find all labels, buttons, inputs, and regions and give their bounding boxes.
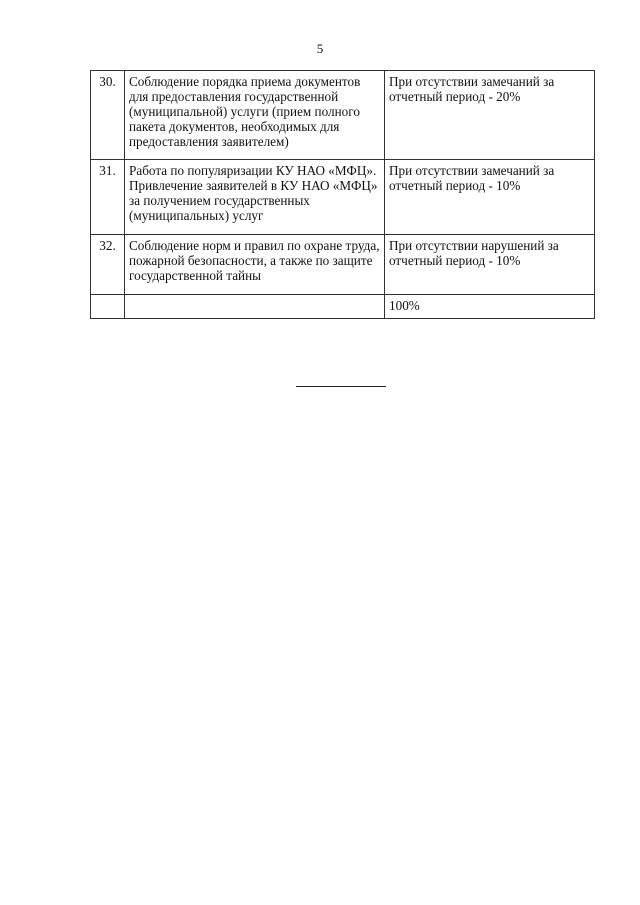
total-value-cell: 100% <box>385 295 595 319</box>
table-row <box>91 235 595 295</box>
criterion-description-cell: Работа по популяризации КУ НАО «МФЦ». Привлечение заявителей в КУ НАО «МФЦ» за получением государственных (муниципальных) услуг <box>125 160 385 235</box>
table-total-row <box>91 295 595 319</box>
criterion-condition-cell: При отсутствии нарушений за отчетный период - 10% <box>385 235 595 295</box>
page-number: 5 <box>316 41 324 56</box>
table-row <box>91 160 595 235</box>
total-number-cell <box>91 295 125 319</box>
criterion-condition-cell: При отсутствии замечаний за отчетный период - 20% <box>385 71 595 160</box>
criterion-condition-cell: При отсутствии замечаний за отчетный период - 10% <box>385 160 595 235</box>
row-number-cell: 30. <box>91 71 125 160</box>
row-number-cell: 31. <box>91 160 125 235</box>
criteria-table <box>90 70 595 319</box>
table-row <box>91 71 595 160</box>
criterion-description-cell: Соблюдение норм и правил по охране труда, пожарной безопасности, а также по защите государственной тайны <box>125 235 385 295</box>
criterion-description-cell: Соблюдение порядка приема документов для предоставления государственной (муниципальной) услуги (прием полного пакета документов, необходимых для предоставления заявителем) <box>125 71 385 160</box>
end-of-document-rule <box>296 386 386 387</box>
row-number-cell: 32. <box>91 235 125 295</box>
total-description-cell <box>125 295 385 319</box>
